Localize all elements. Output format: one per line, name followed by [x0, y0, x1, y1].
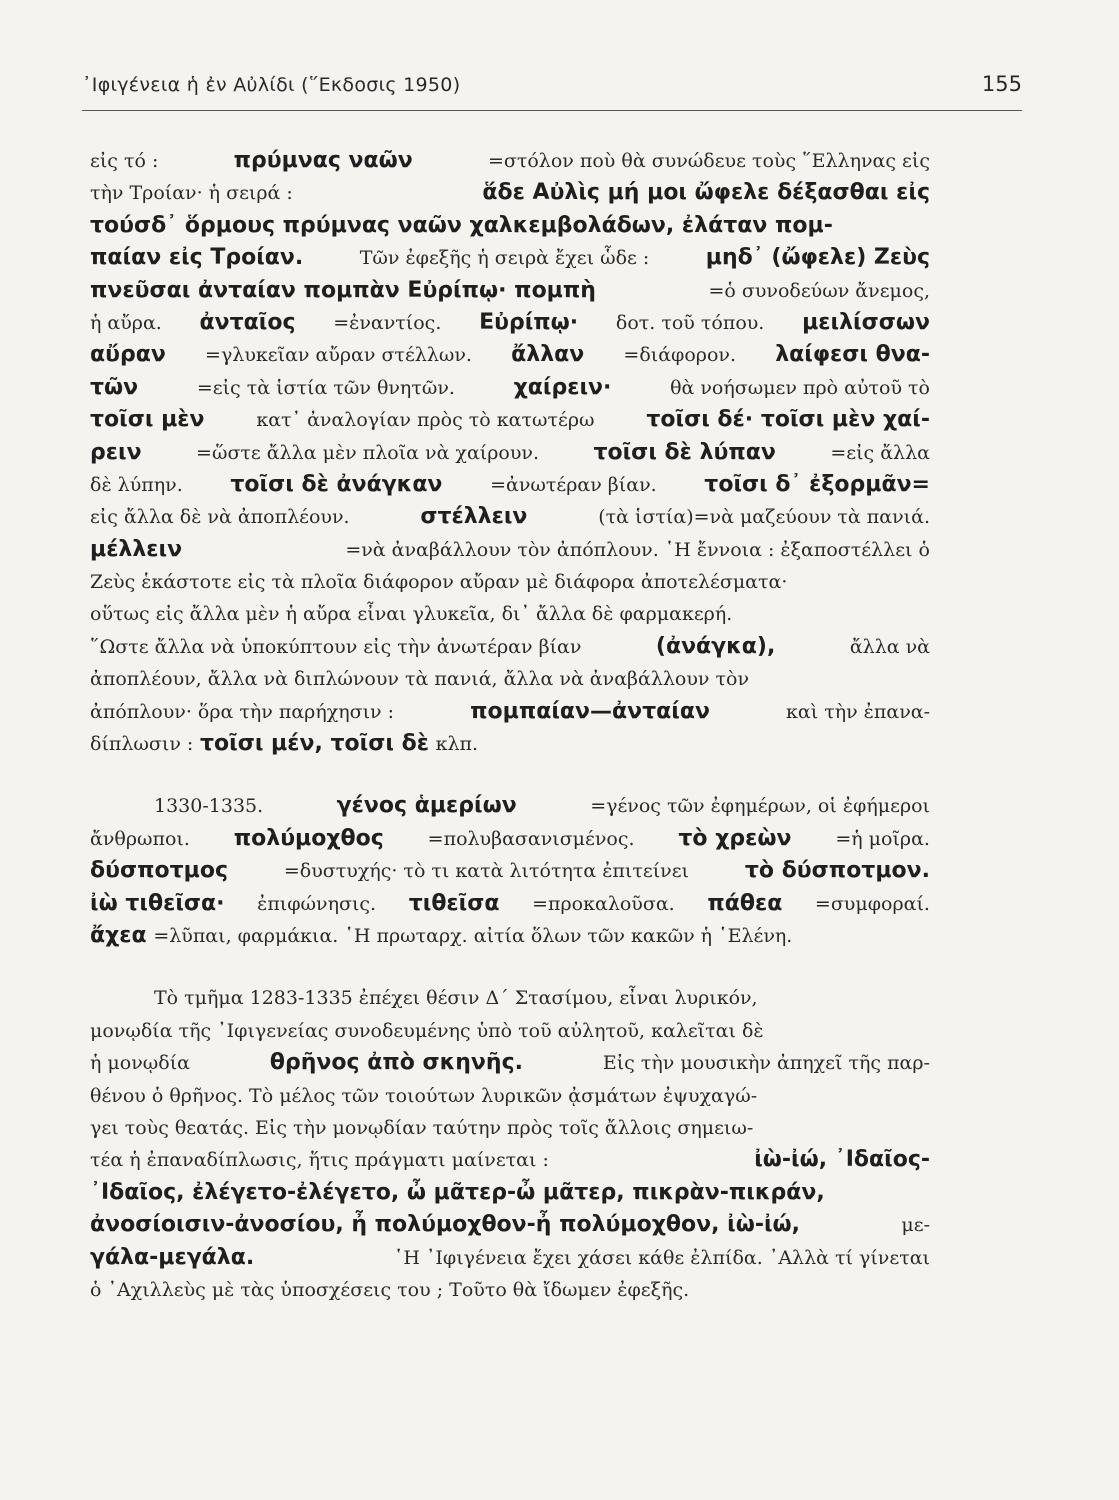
text-segment: =ὁ συνοδεύων ἄνεμος, [708, 279, 930, 302]
text-line [90, 920, 930, 952]
text-line [90, 307, 930, 339]
lemma: αὔραν [90, 342, 166, 368]
text-segment: ῞Ωστε ἄλλα νὰ ὑποκύπτουν εἰς τὴν ἀνωτέραν βίαν [90, 635, 582, 658]
lemma: ἰὼ τιθεῖσα· [90, 890, 225, 916]
text-line [90, 1209, 930, 1241]
text-segment: =εἰς ἄλλα [830, 441, 930, 464]
text-segment: =προκαλοῦσα. [532, 892, 675, 915]
lemma: ἄχεα [90, 922, 147, 948]
lemma: τοῖσι μέν, τοῖσι δὲ [199, 731, 429, 757]
text-segment: =γένος τῶν ἐφημέρων, οἱ ἐφήμεροι [590, 795, 930, 818]
text-segment: καὶ τὴν ἐπανα- [786, 700, 930, 723]
text-segment: Τὸ τμῆμα 1283-1335 ἐπέχει θέσιν Δ΄ Στασίμου, εἶναι λυρικόν, [154, 987, 758, 1010]
text-line [90, 663, 930, 695]
text-segment: Ζεὺς ἑκάστοτε εἰς τὰ πλοῖα διάφορον αὔραν μὲ διάφορα ἀποτελέσματα· [90, 571, 788, 594]
paragraph [90, 145, 930, 760]
lemma: μηδ᾿ (ὤφελε) Ζεὺς [705, 245, 930, 271]
text-segment: εἰς ἄλλα δὲ νὰ ἀποπλέουν. [90, 506, 350, 529]
text-line [90, 145, 930, 177]
text-segment: ἀπόπλουν· ὅρα τὴν παρήχησιν : [90, 700, 395, 723]
lemma: (ἀνάγκα), [655, 633, 776, 659]
paragraph [90, 982, 930, 1306]
lemma: τοῖσι δὲ λύπαν [593, 439, 776, 465]
text-segment: 1330-1335. [154, 795, 264, 818]
text-segment: =στόλον ποὺ θὰ συνώδευε τοὺς ῞Ελληνας εἰς [487, 150, 930, 172]
text-segment: ἐπιφώνησις. [257, 892, 377, 915]
lemma: χαίρειν· [513, 374, 612, 400]
text-segment: =νὰ ἀναβάλλουν τὸν ἀπόπλουν. ῾Η ἔννοια : ἐξαποστέλλει ὁ [345, 538, 930, 561]
lemma: δύσποτμος [90, 858, 229, 884]
text-segment: κατ᾿ ἀναλογίαν πρὸς τὸ κατωτέρω [256, 409, 595, 432]
text-line [90, 1112, 930, 1144]
text-line [90, 242, 930, 274]
text-segment: γει τοὺς θεατάς. Εἰς τὴν μονῳδίαν ταύτην πρὸς τοῖς ἄλλοις σημειω- [90, 1116, 754, 1139]
lemma: τιθεῖσα [408, 890, 500, 916]
text-line [90, 1080, 930, 1112]
lemma: πομπαίαν—ἀνταίαν [470, 698, 710, 724]
text-line [90, 631, 930, 663]
text-line [90, 534, 930, 566]
text-segment: =ἀνωτέραν βίαν. [490, 473, 657, 496]
text-line [90, 469, 930, 501]
text-segment: ἡ αὔρα. [90, 311, 162, 334]
text-segment: =εἰς τὰ ἱστία τῶν θνητῶν. [196, 376, 455, 399]
header-title: ᾿Ιφιγένεια ἡ ἐν Αὐλίδι (῞Εκδοσις 1950) [82, 74, 461, 96]
text-segment: ἄνθρωποι. [90, 827, 190, 850]
text-line [90, 728, 930, 760]
lemma: ἀνοσίοισιν-ἀνοσίου, ἦ πολύμοχθον-ἦ πολύμοχθον, ἰὼ-ἰώ, [90, 1212, 801, 1238]
text-line [90, 888, 930, 920]
text-line [90, 1015, 930, 1047]
text-segment: ἡ μονῳδία [90, 1052, 190, 1075]
text-line [90, 339, 930, 371]
text-segment: ἄλλα νὰ [849, 635, 930, 658]
text-line [90, 1144, 930, 1176]
text-segment: =ἡ μοῖρα. [835, 827, 930, 850]
lemma: πολύμοχθος [233, 825, 384, 851]
text-line [90, 696, 930, 728]
text-line [90, 177, 930, 209]
text-segment: ὁ ᾿Αχιλλεὺς μὲ τὰς ὑποσχέσεις του ; Τοῦτο θὰ ἴδωμεν ἐφεξῆς. [90, 1278, 690, 1301]
lemma: μέλλειν [90, 536, 183, 562]
lemma: μειλίσσων [802, 309, 930, 335]
lemma: πάθεα [707, 890, 783, 916]
text-segment: τὴν Τροίαν· ἡ σειρά : [90, 182, 293, 205]
text-segment: =συμφοραί. [814, 892, 930, 915]
text-line [90, 1242, 930, 1274]
text-line [90, 982, 930, 1014]
text-line [90, 404, 930, 436]
text-line [90, 1177, 930, 1209]
lemma: λαίφεσι θνα- [775, 342, 930, 368]
running-header [82, 70, 1022, 111]
lemma: τὸ χρεὼν [678, 825, 792, 851]
lemma: τοῖσι δὲ ἀνάγκαν [230, 471, 443, 497]
text-segment: =πολυβασανισμένος. [427, 827, 635, 850]
text-segment: οὕτως εἰς ἄλλα μὲν ἡ αὔρα εἶναι γλυκεῖα, δι᾿ ἄλλα δὲ φαρμακερή. [90, 603, 733, 626]
lemma: ἀνταῖος [199, 309, 296, 335]
lemma: γένος ἁμερίων [336, 793, 517, 819]
text-line [90, 210, 930, 242]
text-line [90, 790, 930, 822]
lemma: ἰὼ-ἰώ, ᾿Ιδαῖος- [754, 1147, 930, 1173]
lemma: παίαν εἰς Τροίαν. [90, 245, 304, 271]
text-line [90, 1274, 930, 1306]
text-segment: =ἐναντίος. [333, 311, 442, 334]
text-segment: ἀποπλέουν, ἄλλα νὰ διπλώνουν τὰ πανιά, ἄλλα νὰ ἀναβάλλουν τὸν [90, 668, 749, 691]
text-segment: δὲ λύπην. [90, 473, 183, 496]
lemma: τοῖσι μὲν [90, 407, 205, 433]
text-line [90, 823, 930, 855]
commentary-body [90, 145, 930, 1306]
text-line [90, 501, 930, 533]
text-segment: θὰ νοήσωμεν πρὸ αὐτοῦ τὸ [670, 376, 930, 399]
text-line [90, 566, 930, 598]
lemma: ἄλλαν [511, 342, 585, 368]
lemma: ᾿Ιδαῖος, ἐλέγετο-ἐλέγετο, ὦ μᾶτερ-ὦ μᾶτερ, πικρὰν-πικράν, [90, 1179, 825, 1205]
lemma: τὸ δύσποτμον. [744, 858, 930, 884]
text-line [90, 437, 930, 469]
lemma: πνεῦσαι ἀνταίαν πομπὰν Εὐρίπῳ· πομπὴ [90, 277, 596, 303]
lemma: τοῖσι δ᾿ ἐξορμᾶν= [704, 471, 930, 497]
text-line [90, 275, 930, 307]
text-segment: δοτ. τοῦ τόπου. [615, 311, 765, 334]
text-segment: =γλυκεῖαν αὔραν στέλλων. [205, 344, 472, 367]
lemma: τούσδ᾿ ὅρμους πρύμνας ναῶν χαλκεμβολάδων, ἐλάταν πομ- [90, 212, 833, 238]
text-segment: (τὰ ἱστία)=νὰ μαζεύουν τὰ πανιά. [598, 506, 930, 529]
text-segment: =διάφορον. [623, 344, 737, 367]
text-segment: εἰς τό : [90, 150, 159, 172]
lemma: γάλα-μεγάλα. [90, 1244, 255, 1270]
text-segment: τέα ἡ ἐπαναδίπλωσις, ἥτις πράγματι μαίνεται : [90, 1149, 549, 1172]
paragraph-gap [90, 952, 930, 982]
text-segment: με- [901, 1214, 930, 1237]
paragraph [90, 790, 930, 952]
text-segment: Εἰς τὴν μουσικὴν ἀπηχεῖ τῆς παρ- [602, 1052, 930, 1075]
text-segment: =λῦπαι, φαρμάκια. ῾Η πρωταρχ. αἰτία ὅλων τῶν κακῶν ἡ ῾Ελένη. [153, 924, 793, 947]
text-segment: ῾Η ᾿Ιφιγένεια ἔχει χάσει κάθε ἐλπίδα. ᾿Αλλὰ τί γίνεται [393, 1246, 930, 1269]
lemma: ἅδε Αὐλὶς μή μοι ὤφελε δέξασθαι εἰς [482, 180, 930, 206]
text-line [90, 855, 930, 887]
text-segment: Τῶν ἐφεξῆς ἡ σειρὰ ἔχει ὧδε : [359, 247, 650, 270]
lemma: τοῖσι δέ· τοῖσι μὲν χαί- [646, 407, 930, 433]
text-segment: =ὥστε ἄλλα μὲν πλοῖα νὰ χαίρουν. [196, 441, 539, 464]
text-line [90, 1047, 930, 1079]
text-segment: κλπ. [435, 733, 479, 756]
text-segment: θένου ὁ θρῆνος. Τὸ μέλος τῶν τοιούτων λυρικῶν ᾀσμάτων ἐψυχαγώ- [90, 1084, 758, 1107]
lemma: ρειν [90, 439, 142, 465]
lemma: Εὐρίπῳ· [479, 309, 579, 335]
text-segment: μονῳδία τῆς ᾿Ιφιγενείας συνοδευμένης ὑπὸ τοῦ αὐλητοῦ, καλεῖται δὲ [90, 1019, 764, 1042]
text-line [90, 598, 930, 630]
page-number: 155 [981, 72, 1022, 96]
paragraph-gap [90, 760, 930, 790]
lemma: στέλλειν [420, 504, 528, 530]
lemma: τῶν [90, 374, 139, 400]
lemma: θρῆνος ἀπὸ σκηνῆς. [269, 1050, 523, 1076]
lemma: πρύμνας ναῶν [233, 148, 413, 173]
text-segment: =δυστυχής· τὸ τι κατὰ λιτότητα ἐπιτείνει [283, 860, 690, 883]
text-segment: δίπλωσιν : [90, 733, 194, 756]
text-line [90, 372, 930, 404]
